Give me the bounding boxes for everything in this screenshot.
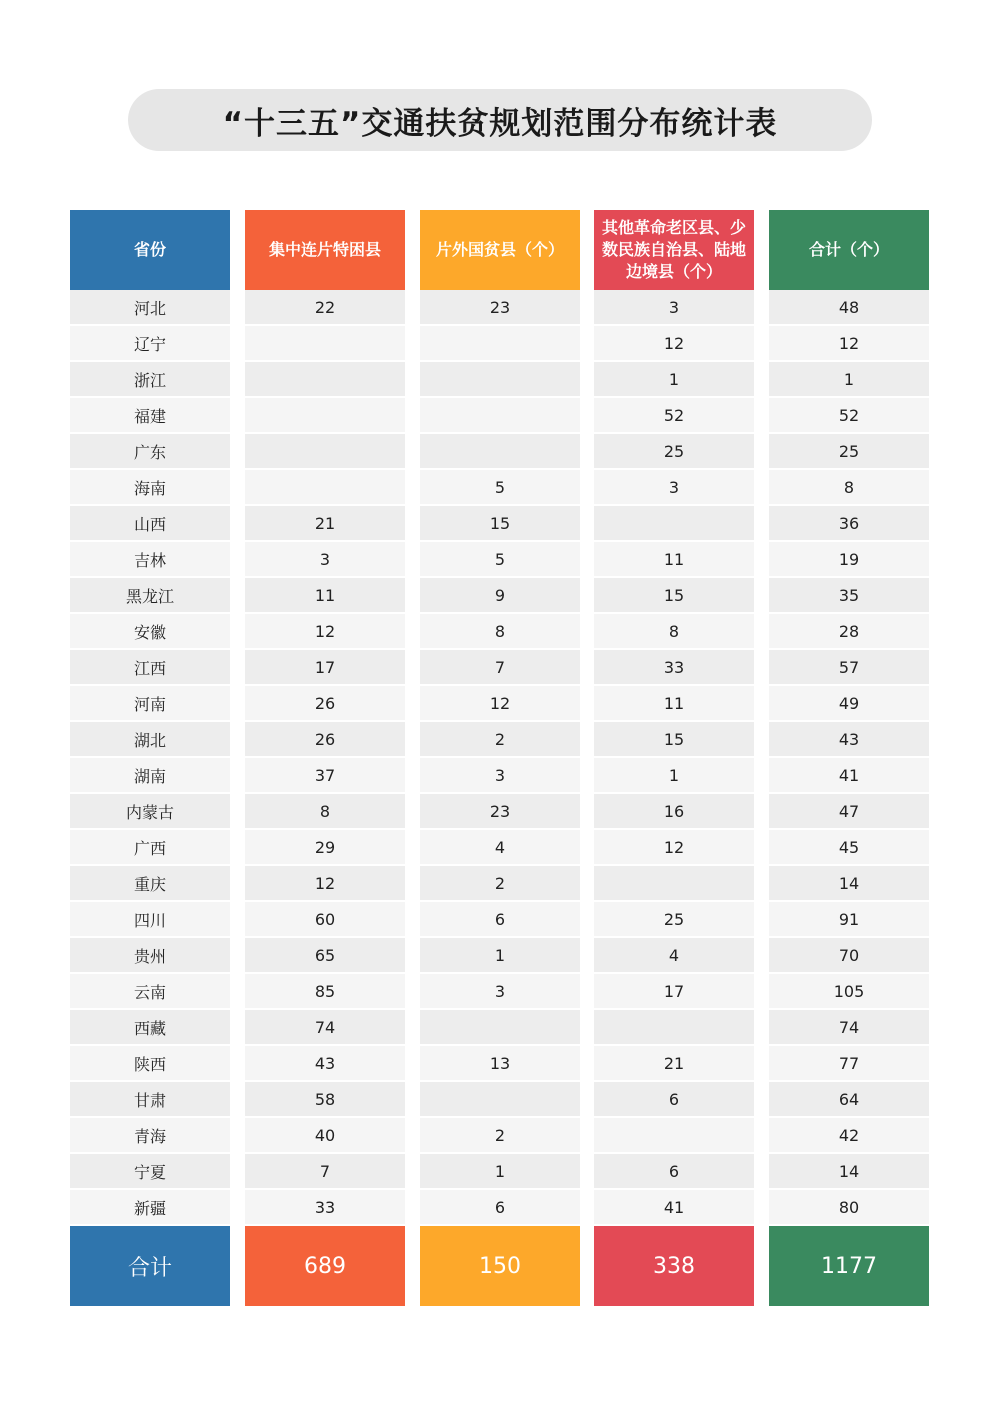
table-cell: 23	[420, 794, 580, 828]
table-cell: 26	[245, 686, 405, 720]
province-cell: 山西	[70, 506, 230, 540]
table-cell: 21	[245, 506, 405, 540]
table-cell	[420, 362, 580, 396]
table-cell: 25	[594, 902, 754, 936]
table-cell: 3	[594, 470, 754, 504]
table-cell: 15	[420, 506, 580, 540]
table-cell: 17	[245, 650, 405, 684]
table-cell: 12	[594, 830, 754, 864]
table-cell: 8	[769, 470, 929, 504]
province-cell: 吉林	[70, 542, 230, 576]
column-contiguous-poor-county	[245, 210, 405, 1306]
table-cell: 23	[420, 290, 580, 324]
table-cell: 25	[769, 434, 929, 468]
table-cell: 22	[245, 290, 405, 324]
table-cell: 5	[420, 470, 580, 504]
table-cell: 65	[245, 938, 405, 972]
table-cell: 80	[769, 1190, 929, 1224]
table-cell: 6	[594, 1082, 754, 1116]
table-cell: 35	[769, 578, 929, 612]
column-header-province: 省份	[70, 210, 230, 290]
province-cell: 辽宁	[70, 326, 230, 360]
province-cell: 青海	[70, 1118, 230, 1152]
column-header-total: 合计（个）	[769, 210, 929, 290]
table-cell: 5	[420, 542, 580, 576]
table-cell: 25	[594, 434, 754, 468]
page-title: “十三五”交通扶贫规划范围分布统计表	[128, 89, 872, 151]
table-cell: 7	[420, 650, 580, 684]
table-cell: 4	[594, 938, 754, 972]
table-cell: 11	[245, 578, 405, 612]
column-header-contiguous-poor-county: 集中连片特困县	[245, 210, 405, 290]
table-cell	[245, 398, 405, 432]
table-cell: 57	[769, 650, 929, 684]
table-cell: 19	[769, 542, 929, 576]
table-cell: 45	[769, 830, 929, 864]
province-cell: 重庆	[70, 866, 230, 900]
table-cell	[245, 434, 405, 468]
province-cell: 湖北	[70, 722, 230, 756]
table-cell: 3	[245, 542, 405, 576]
table-cell: 15	[594, 722, 754, 756]
table-cell: 85	[245, 974, 405, 1008]
table-cell: 52	[594, 398, 754, 432]
table-cell: 2	[420, 722, 580, 756]
table-cell: 1	[420, 1154, 580, 1188]
table-cell: 4	[420, 830, 580, 864]
table-cell	[245, 362, 405, 396]
table-cell: 6	[594, 1154, 754, 1188]
table-cell	[594, 506, 754, 540]
table-cell: 11	[594, 686, 754, 720]
total-cell-contiguous-poor-county: 689	[245, 1226, 405, 1306]
table-cell	[594, 1010, 754, 1044]
table-cell: 8	[245, 794, 405, 828]
province-cell: 福建	[70, 398, 230, 432]
table-cell: 105	[769, 974, 929, 1008]
province-cell: 浙江	[70, 362, 230, 396]
total-cell-outside-poor-county: 150	[420, 1226, 580, 1306]
table-cell: 29	[245, 830, 405, 864]
table-cell: 14	[769, 1154, 929, 1188]
table-cell	[594, 866, 754, 900]
table-cell: 2	[420, 866, 580, 900]
table-cell: 33	[594, 650, 754, 684]
table-cell: 74	[245, 1010, 405, 1044]
total-cell-total: 1177	[769, 1226, 929, 1306]
table-cell: 1	[594, 362, 754, 396]
province-cell: 黑龙江	[70, 578, 230, 612]
table-cell: 36	[769, 506, 929, 540]
province-cell: 安徽	[70, 614, 230, 648]
table-cell	[420, 434, 580, 468]
table-cell: 21	[594, 1046, 754, 1080]
table-cell: 12	[769, 326, 929, 360]
province-cell: 四川	[70, 902, 230, 936]
table-cell: 17	[594, 974, 754, 1008]
table-cell: 74	[769, 1010, 929, 1044]
province-cell: 江西	[70, 650, 230, 684]
table-cell: 26	[245, 722, 405, 756]
table-cell: 16	[594, 794, 754, 828]
table-cell: 12	[594, 326, 754, 360]
total-cell-other-county: 338	[594, 1226, 754, 1306]
table-cell	[420, 1010, 580, 1044]
total-cell-province: 合计	[70, 1226, 230, 1306]
table-cell: 8	[420, 614, 580, 648]
column-header-other-county: 其他革命老区县、少数民族自治县、陆地边境县（个）	[594, 210, 754, 290]
table-cell: 58	[245, 1082, 405, 1116]
province-cell: 新疆	[70, 1190, 230, 1224]
province-cell: 河北	[70, 290, 230, 324]
table-cell	[594, 1118, 754, 1152]
table-cell: 28	[769, 614, 929, 648]
table-cell: 48	[769, 290, 929, 324]
table-cell: 14	[769, 866, 929, 900]
table-cell: 41	[594, 1190, 754, 1224]
table-cell: 91	[769, 902, 929, 936]
table-cell: 13	[420, 1046, 580, 1080]
province-cell: 云南	[70, 974, 230, 1008]
column-other-county	[594, 210, 754, 1306]
table-cell: 11	[594, 542, 754, 576]
table-cell: 47	[769, 794, 929, 828]
table-cell: 2	[420, 1118, 580, 1152]
table-cell	[420, 326, 580, 360]
table-cell: 3	[420, 974, 580, 1008]
table-cell: 1	[769, 362, 929, 396]
table-cell	[420, 1082, 580, 1116]
table-cell: 9	[420, 578, 580, 612]
table-cell: 70	[769, 938, 929, 972]
province-cell: 湖南	[70, 758, 230, 792]
province-cell: 贵州	[70, 938, 230, 972]
province-cell: 河南	[70, 686, 230, 720]
province-cell: 西藏	[70, 1010, 230, 1044]
table-cell: 7	[245, 1154, 405, 1188]
province-cell: 甘肃	[70, 1082, 230, 1116]
column-outside-poor-county	[420, 210, 580, 1306]
table-cell: 33	[245, 1190, 405, 1224]
table-cell: 6	[420, 902, 580, 936]
province-cell: 宁夏	[70, 1154, 230, 1188]
table-cell: 49	[769, 686, 929, 720]
table-cell: 64	[769, 1082, 929, 1116]
table-cell: 3	[594, 290, 754, 324]
table-cell: 42	[769, 1118, 929, 1152]
table-cell	[245, 470, 405, 504]
table-cell	[245, 326, 405, 360]
column-total	[769, 210, 929, 1306]
table-cell: 3	[420, 758, 580, 792]
province-cell: 广东	[70, 434, 230, 468]
table-cell: 41	[769, 758, 929, 792]
table-cell: 1	[594, 758, 754, 792]
column-header-outside-poor-county: 片外国贫县（个）	[420, 210, 580, 290]
table-cell: 12	[245, 614, 405, 648]
table-cell	[420, 398, 580, 432]
table-cell: 12	[245, 866, 405, 900]
province-cell: 广西	[70, 830, 230, 864]
table-cell: 1	[420, 938, 580, 972]
column-province	[70, 210, 230, 1306]
table-cell: 43	[245, 1046, 405, 1080]
province-cell: 内蒙古	[70, 794, 230, 828]
table-cell: 60	[245, 902, 405, 936]
table-cell: 52	[769, 398, 929, 432]
province-cell: 陕西	[70, 1046, 230, 1080]
table-cell: 40	[245, 1118, 405, 1152]
table-cell: 8	[594, 614, 754, 648]
table-cell: 15	[594, 578, 754, 612]
table-cell: 12	[420, 686, 580, 720]
table-cell: 6	[420, 1190, 580, 1224]
table-cell: 77	[769, 1046, 929, 1080]
table-cell: 43	[769, 722, 929, 756]
table-cell: 37	[245, 758, 405, 792]
province-cell: 海南	[70, 470, 230, 504]
